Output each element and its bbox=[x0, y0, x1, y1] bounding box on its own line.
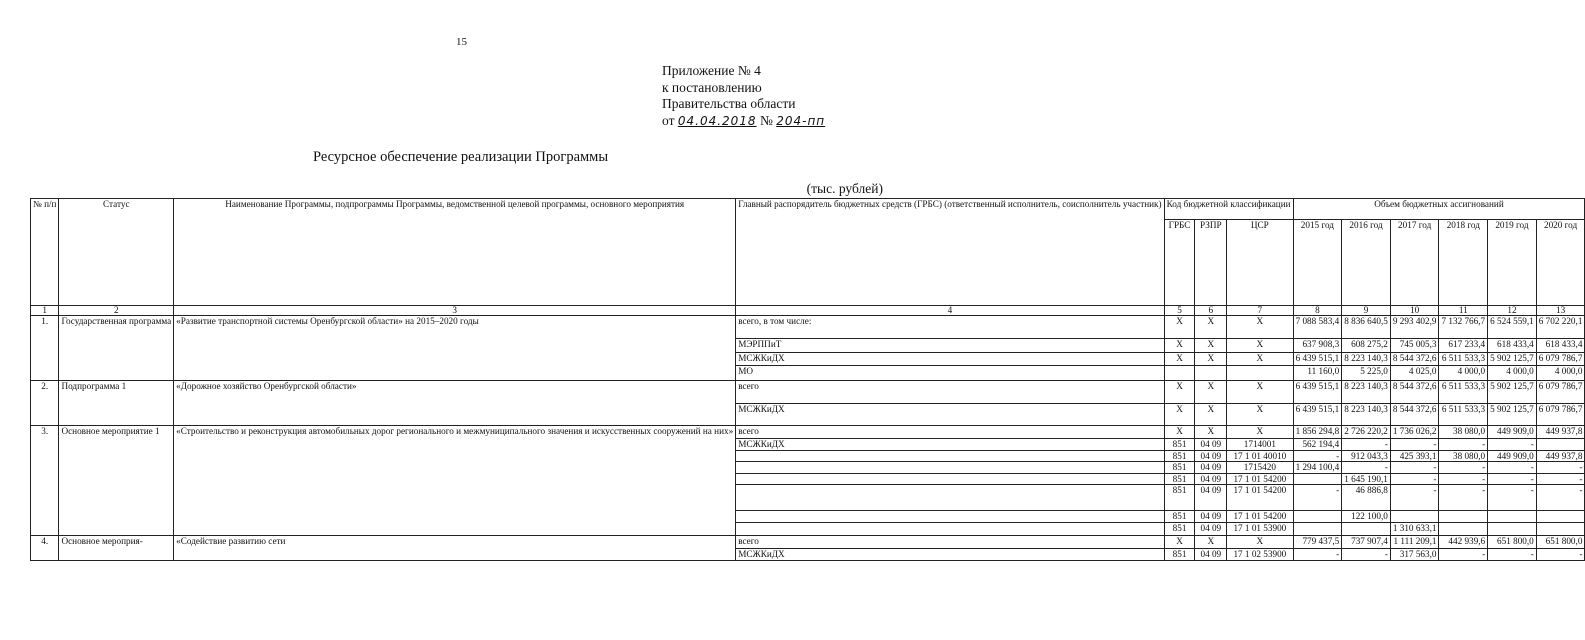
cell-rzpr-code: 04 09 bbox=[1195, 548, 1227, 560]
cell-amount bbox=[1536, 439, 1585, 451]
cell-amount: 317 563,0 bbox=[1390, 548, 1439, 560]
cell-amount: - bbox=[1536, 548, 1585, 560]
cell-grbs-code: 851 bbox=[1164, 548, 1195, 560]
cell-amount: 608 275,2 bbox=[1342, 339, 1391, 353]
cell-amount: 4 000,0 bbox=[1488, 366, 1537, 381]
column-number: 12 bbox=[1488, 306, 1537, 316]
table-row bbox=[31, 535, 1585, 548]
cell-grbs-code: 851 bbox=[1164, 462, 1195, 474]
cell-csr-code: Х bbox=[1227, 426, 1293, 439]
cell-rzpr-code: Х bbox=[1195, 339, 1227, 353]
cell-grbs-code: Х bbox=[1164, 404, 1195, 426]
cell-amount: 6 079 786,7 bbox=[1536, 353, 1585, 366]
cell-amount: 651 800,0 bbox=[1488, 535, 1537, 548]
resource-table bbox=[30, 198, 1585, 561]
cell-grbs-code: 851 bbox=[1164, 439, 1195, 451]
row-name: «Содействие развитию сети bbox=[174, 535, 736, 560]
cell-amount: 5 902 125,7 bbox=[1488, 353, 1537, 366]
cell-amount: 9 293 402,9 bbox=[1390, 316, 1439, 339]
cell-csr-code: 1715420 bbox=[1227, 462, 1293, 474]
row-status: Основное мероприятие 1 bbox=[59, 426, 174, 536]
cell-amount: 562 194,4 bbox=[1293, 439, 1342, 451]
header-num: № п/п bbox=[31, 199, 59, 306]
cell-csr-code: 17 1 01 54200 bbox=[1227, 511, 1293, 523]
cell-amount: 8 223 140,3 bbox=[1342, 381, 1391, 404]
cell-rzpr-code: 04 09 bbox=[1195, 511, 1227, 523]
cell-amount: 1 645 190,1 bbox=[1342, 473, 1391, 485]
row-status: Основное мероприя- bbox=[59, 535, 174, 560]
cell-amount: - bbox=[1342, 462, 1391, 474]
column-number: 9 bbox=[1342, 306, 1391, 316]
row-grbs bbox=[736, 485, 1164, 511]
header-name: Наименование Программы, подпрограммы Программы, ведомственной целевой программы, основного мероприятия bbox=[174, 199, 736, 306]
header-grbs-main: Главный распорядитель бюджетных средств (ГРБС) (ответственный исполнитель, соисполнитель участник) bbox=[736, 199, 1164, 306]
cell-amount: 6 511 533,3 bbox=[1439, 353, 1488, 366]
cell-amount: 7 088 583,4 bbox=[1293, 316, 1342, 339]
cell-amount: - bbox=[1390, 473, 1439, 485]
cell-amount: - bbox=[1390, 462, 1439, 474]
column-number: 2 bbox=[59, 306, 174, 316]
cell-amount bbox=[1342, 522, 1391, 535]
table-row bbox=[31, 426, 1585, 439]
cell-amount: 618 433,4 bbox=[1536, 339, 1585, 353]
cell-amount: 449 909,0 bbox=[1488, 450, 1537, 462]
header-volume-group: Объем бюджетных ассигнований bbox=[1293, 199, 1585, 220]
cell-csr-code: Х bbox=[1227, 316, 1293, 339]
cell-amount: - bbox=[1342, 548, 1391, 560]
cell-amount: 8 544 372,6 bbox=[1390, 381, 1439, 404]
cell-csr-code: Х bbox=[1227, 535, 1293, 548]
cell-amount: - bbox=[1390, 485, 1439, 511]
cell-csr-code: 17 1 01 54200 bbox=[1227, 485, 1293, 511]
cell-amount: 651 800,0 bbox=[1536, 535, 1585, 548]
cell-amount bbox=[1439, 522, 1488, 535]
column-number: 7 bbox=[1227, 306, 1293, 316]
handwritten-number: 204-пп bbox=[776, 113, 826, 128]
cell-amount: - bbox=[1293, 450, 1342, 462]
cell-amount: 8 544 372,6 bbox=[1390, 353, 1439, 366]
cell-amount: - bbox=[1390, 439, 1439, 451]
cell-amount: - bbox=[1293, 548, 1342, 560]
header-code-group: Код бюджетной классификации bbox=[1164, 199, 1293, 220]
cell-amount: 1 111 209,1 bbox=[1390, 535, 1439, 548]
row-grbs: МЭРППиТ bbox=[736, 339, 1164, 353]
row-grbs: МСЖКиДХ bbox=[736, 404, 1164, 426]
cell-amount: - bbox=[1439, 439, 1488, 451]
appendix-header bbox=[662, 63, 825, 129]
cell-rzpr-code: Х bbox=[1195, 535, 1227, 548]
row-grbs bbox=[736, 511, 1164, 523]
cell-amount bbox=[1488, 511, 1537, 523]
cell-amount bbox=[1293, 522, 1342, 535]
document-title: Ресурсное обеспечение реализации Программы bbox=[313, 149, 609, 165]
cell-amount: 11 160,0 bbox=[1293, 366, 1342, 381]
cell-rzpr-code: Х bbox=[1195, 404, 1227, 426]
column-number: 13 bbox=[1536, 306, 1585, 316]
cell-amount: - bbox=[1293, 485, 1342, 511]
row-grbs bbox=[736, 522, 1164, 535]
cell-csr-code bbox=[1227, 366, 1293, 381]
cell-amount bbox=[1390, 511, 1439, 523]
cell-amount: 449 909,0 bbox=[1488, 426, 1537, 439]
cell-amount bbox=[1536, 522, 1585, 535]
cell-amount: 6 439 515,1 bbox=[1293, 353, 1342, 366]
cell-grbs-code: Х bbox=[1164, 339, 1195, 353]
header-status: Статус bbox=[59, 199, 174, 306]
cell-grbs-code: 851 bbox=[1164, 450, 1195, 462]
cell-amount: 122 100,0 bbox=[1342, 511, 1391, 523]
cell-amount: 5 225,0 bbox=[1342, 366, 1391, 381]
cell-amount: 4 000,0 bbox=[1536, 366, 1585, 381]
cell-amount: - bbox=[1536, 473, 1585, 485]
cell-amount: 1 736 026,2 bbox=[1390, 426, 1439, 439]
cell-amount: 425 393,1 bbox=[1390, 450, 1439, 462]
header-year: 2018 год bbox=[1439, 220, 1488, 306]
cell-rzpr-code bbox=[1195, 366, 1227, 381]
row-number: 4. bbox=[31, 535, 59, 560]
table-body bbox=[31, 199, 1585, 561]
row-grbs: МСЖКиДХ bbox=[736, 439, 1164, 451]
cell-amount: 38 080,0 bbox=[1439, 426, 1488, 439]
cell-amount: 617 233,4 bbox=[1439, 339, 1488, 353]
cell-grbs-code: Х bbox=[1164, 535, 1195, 548]
cell-amount: 6 511 533,3 bbox=[1439, 404, 1488, 426]
cell-grbs-code bbox=[1164, 366, 1195, 381]
cell-rzpr-code: 04 09 bbox=[1195, 485, 1227, 511]
cell-amount: 2 726 220,2 bbox=[1342, 426, 1391, 439]
cell-amount bbox=[1293, 511, 1342, 523]
row-number: 1. bbox=[31, 316, 59, 381]
column-numbers-row bbox=[31, 306, 1585, 316]
cell-amount bbox=[1536, 511, 1585, 523]
row-grbs: всего bbox=[736, 381, 1164, 404]
cell-amount: - bbox=[1439, 462, 1488, 474]
row-name: «Развитие транспортной системы Оренбургской области» на 2015–2020 годы bbox=[174, 316, 736, 381]
cell-rzpr-code: 04 09 bbox=[1195, 522, 1227, 535]
header-year: 2017 год bbox=[1390, 220, 1439, 306]
row-grbs: МСЖКиДХ bbox=[736, 548, 1164, 560]
header-year: 2016 год bbox=[1342, 220, 1391, 306]
cell-grbs-code: 851 bbox=[1164, 473, 1195, 485]
cell-grbs-code: Х bbox=[1164, 426, 1195, 439]
cell-amount: - bbox=[1488, 462, 1537, 474]
cell-amount: 7 132 766,7 bbox=[1439, 316, 1488, 339]
row-name: «Дорожное хозяйство Оренбургской области» bbox=[174, 381, 736, 426]
date-prefix: от bbox=[662, 112, 675, 128]
cell-amount: 1 294 100,4 bbox=[1293, 462, 1342, 474]
cell-amount: 745 005,3 bbox=[1390, 339, 1439, 353]
row-grbs: всего bbox=[736, 535, 1164, 548]
cell-grbs-code: Х bbox=[1164, 381, 1195, 404]
row-grbs: МО bbox=[736, 366, 1164, 381]
row-name: «Строительство и реконструкция автомобильных дорог регионального и межмуниципального значения и искусственных сооружений на них» bbox=[174, 426, 736, 536]
cell-grbs-code: Х bbox=[1164, 316, 1195, 339]
cell-grbs-code: 851 bbox=[1164, 511, 1195, 523]
cell-csr-code: Х bbox=[1227, 353, 1293, 366]
row-grbs bbox=[736, 450, 1164, 462]
cell-amount: 449 937,8 bbox=[1536, 426, 1585, 439]
cell-csr-code: Х bbox=[1227, 339, 1293, 353]
cell-grbs-code: 851 bbox=[1164, 522, 1195, 535]
header-year: 2019 год bbox=[1488, 220, 1537, 306]
cell-amount bbox=[1293, 473, 1342, 485]
column-number: 8 bbox=[1293, 306, 1342, 316]
number-prefix: № bbox=[759, 112, 773, 128]
cell-amount: 46 886,8 bbox=[1342, 485, 1391, 511]
column-number: 6 bbox=[1195, 306, 1227, 316]
cell-amount: 4 025,0 bbox=[1390, 366, 1439, 381]
cell-amount bbox=[1439, 511, 1488, 523]
cell-amount: 779 437,5 bbox=[1293, 535, 1342, 548]
cell-rzpr-code: Х bbox=[1195, 381, 1227, 404]
header-rzpr: РЗПР bbox=[1195, 220, 1227, 306]
cell-rzpr-code: 04 09 bbox=[1195, 439, 1227, 451]
cell-rzpr-code: 04 09 bbox=[1195, 473, 1227, 485]
table-row bbox=[31, 381, 1585, 404]
cell-amount: 8 836 640,5 bbox=[1342, 316, 1391, 339]
appendix-line-2: к постановлению bbox=[662, 79, 762, 95]
cell-amount: 618 433,4 bbox=[1488, 339, 1537, 353]
cell-amount: 6 524 559,1 bbox=[1488, 316, 1537, 339]
cell-amount: 6 511 533,3 bbox=[1439, 381, 1488, 404]
cell-amount: - bbox=[1536, 462, 1585, 474]
cell-csr-code: 17 1 02 53900 bbox=[1227, 548, 1293, 560]
cell-amount: 5 902 125,7 bbox=[1488, 381, 1537, 404]
table-row bbox=[31, 316, 1585, 339]
cell-amount: 6 702 220,1 bbox=[1536, 316, 1585, 339]
column-number: 1 bbox=[31, 306, 59, 316]
cell-rzpr-code: Х bbox=[1195, 316, 1227, 339]
cell-amount: - bbox=[1439, 473, 1488, 485]
row-grbs: всего bbox=[736, 426, 1164, 439]
cell-amount: 8 223 140,3 bbox=[1342, 404, 1391, 426]
row-number: 2. bbox=[31, 381, 59, 426]
row-grbs: МСЖКиДХ bbox=[736, 353, 1164, 366]
header-row-1 bbox=[31, 199, 1585, 220]
cell-amount: - bbox=[1488, 439, 1537, 451]
header-year: 2020 год bbox=[1536, 220, 1585, 306]
cell-amount: 38 080,0 bbox=[1439, 450, 1488, 462]
cell-amount: 6 079 786,7 bbox=[1536, 381, 1585, 404]
cell-csr-code: 17 1 01 54200 bbox=[1227, 473, 1293, 485]
appendix-line-3: Правительства области bbox=[662, 96, 796, 111]
cell-amount: - bbox=[1488, 473, 1537, 485]
cell-grbs-code: 851 bbox=[1164, 485, 1195, 511]
header-csr: ЦСР bbox=[1227, 220, 1293, 306]
cell-rzpr-code: 04 09 bbox=[1195, 450, 1227, 462]
cell-amount: 1 856 294,8 bbox=[1293, 426, 1342, 439]
row-grbs bbox=[736, 462, 1164, 474]
units-label: (тыс. рублей) bbox=[806, 181, 883, 196]
cell-rzpr-code: Х bbox=[1195, 426, 1227, 439]
handwritten-date: 04.04.2018 bbox=[677, 113, 757, 128]
cell-amount: 6 439 515,1 bbox=[1293, 404, 1342, 426]
cell-amount: - bbox=[1439, 548, 1488, 560]
cell-amount: - bbox=[1536, 485, 1585, 511]
cell-amount: 8 223 140,3 bbox=[1342, 353, 1391, 366]
column-number: 5 bbox=[1164, 306, 1195, 316]
cell-amount: 737 907,4 bbox=[1342, 535, 1391, 548]
appendix-date-line bbox=[662, 113, 825, 130]
cell-csr-code: Х bbox=[1227, 404, 1293, 426]
cell-amount: 5 902 125,7 bbox=[1488, 404, 1537, 426]
header-year: 2015 год bbox=[1293, 220, 1342, 306]
row-grbs bbox=[736, 473, 1164, 485]
column-number: 3 bbox=[174, 306, 736, 316]
column-number: 11 bbox=[1439, 306, 1488, 316]
cell-amount: 449 937,8 bbox=[1536, 450, 1585, 462]
cell-csr-code: 17 1 01 53900 bbox=[1227, 522, 1293, 535]
cell-amount: 6 079 786,7 bbox=[1536, 404, 1585, 426]
cell-amount bbox=[1488, 522, 1537, 535]
cell-amount: 637 908,3 bbox=[1293, 339, 1342, 353]
cell-amount: 6 439 515,1 bbox=[1293, 381, 1342, 404]
column-number: 4 bbox=[736, 306, 1164, 316]
cell-amount: 442 939,6 bbox=[1439, 535, 1488, 548]
cell-amount: - bbox=[1488, 485, 1537, 511]
cell-amount: 1 310 633,1 bbox=[1390, 522, 1439, 535]
row-grbs: всего, в том числе: bbox=[736, 316, 1164, 339]
cell-grbs-code: Х bbox=[1164, 353, 1195, 366]
cell-csr-code: 17 1 01 40010 bbox=[1227, 450, 1293, 462]
cell-csr-code: 1714001 bbox=[1227, 439, 1293, 451]
cell-amount: 4 000,0 bbox=[1439, 366, 1488, 381]
row-status: Государственная программа bbox=[59, 316, 174, 381]
row-number: 3. bbox=[31, 426, 59, 536]
cell-amount: - bbox=[1488, 548, 1537, 560]
cell-amount: 8 544 372,6 bbox=[1390, 404, 1439, 426]
cell-amount: 912 043,3 bbox=[1342, 450, 1391, 462]
cell-amount: - bbox=[1439, 485, 1488, 511]
cell-rzpr-code: 04 09 bbox=[1195, 462, 1227, 474]
row-status: Подпрограмма 1 bbox=[59, 381, 174, 426]
header-grbs: ГРБС bbox=[1164, 220, 1195, 306]
cell-csr-code: Х bbox=[1227, 381, 1293, 404]
page-number: 15 bbox=[456, 36, 467, 48]
cell-amount: - bbox=[1342, 439, 1391, 451]
column-number: 10 bbox=[1390, 306, 1439, 316]
cell-rzpr-code: Х bbox=[1195, 353, 1227, 366]
appendix-line-1: Приложение № 4 bbox=[662, 63, 761, 78]
